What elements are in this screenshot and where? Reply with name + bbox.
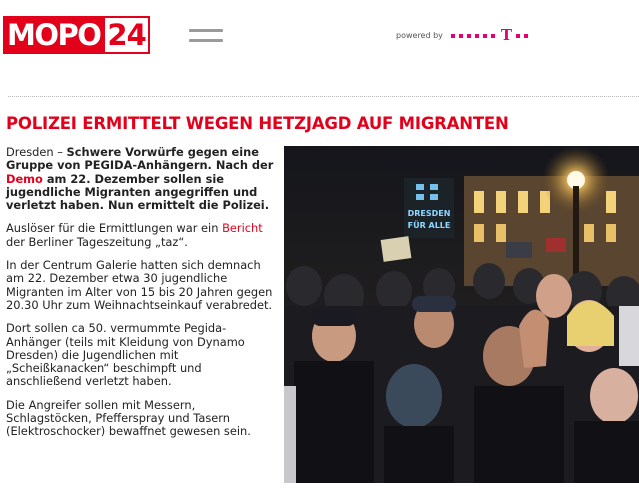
powered-by[interactable]: [396, 28, 532, 43]
lead-text-b: am 22. Dezember sollen sie jugendliche Migranten angegriffen und verletzt haben. Nun ermittelt die Polizei.: [6, 171, 270, 213]
logo-number: 24: [103, 16, 149, 54]
article-paragraph-2: [6, 222, 278, 249]
projection-line-2: FÜR ALLE: [407, 221, 451, 230]
demo-crowd-image: [284, 146, 639, 483]
article-lead: [6, 146, 278, 212]
p2-text-b: der Berliner Tageszeitung „taz“.: [6, 234, 188, 249]
article-headline: POLIZEI ERMITTELT WEGEN HETZJAGD AUF MIGRANTEN: [6, 114, 509, 133]
powered-by-label: powered by: [396, 31, 443, 40]
site-header: [0, 0, 639, 66]
lead-text-a: Schwere Vorwürfe gegen eine Gruppe von PEGIDA-Anhängern. Nach der: [6, 145, 274, 173]
logo-text: MOPO: [3, 16, 103, 54]
bericht-link[interactable]: Bericht: [222, 221, 263, 236]
article-body: [6, 146, 278, 449]
mopo24-logo[interactable]: [3, 16, 150, 54]
article-paragraph-4: Dort sollen ca 50. vermummte Pegida-Anhänger (teils mit Kleidung von Dynamo Dresden) die Jugendlichen mit „Scheißkanacken“ beschimpft und anschließend verletzt haben.: [6, 321, 245, 389]
article-paragraph-5: Die Angreifer sollen mit Messern, Schlagstöcken, Pfefferspray und Tasern (Elektroschocker) bewaffnet gewesen sein.: [6, 397, 251, 439]
projection-line-1: DRESDEN: [407, 209, 451, 218]
menu-icon[interactable]: [189, 27, 223, 45]
header-divider: [8, 96, 639, 97]
lead-city: Dresden –: [6, 145, 67, 159]
telekom-t: T: [500, 26, 513, 44]
telekom-logo-icon: [451, 28, 532, 43]
article-photo[interactable]: [284, 146, 639, 483]
demo-link[interactable]: Demo: [6, 171, 43, 186]
p2-text-a: Auslöser für die Ermittlungen war ein: [6, 221, 223, 236]
article-paragraph-3: In der Centrum Galerie hatten sich demnach am 22. Dezember etwa 30 jugendliche Migranten im Alter von 15 bis 20 Jahren gegen 20.30 Uhr zum Weihnachtseinkauf verabredet.: [6, 258, 273, 312]
